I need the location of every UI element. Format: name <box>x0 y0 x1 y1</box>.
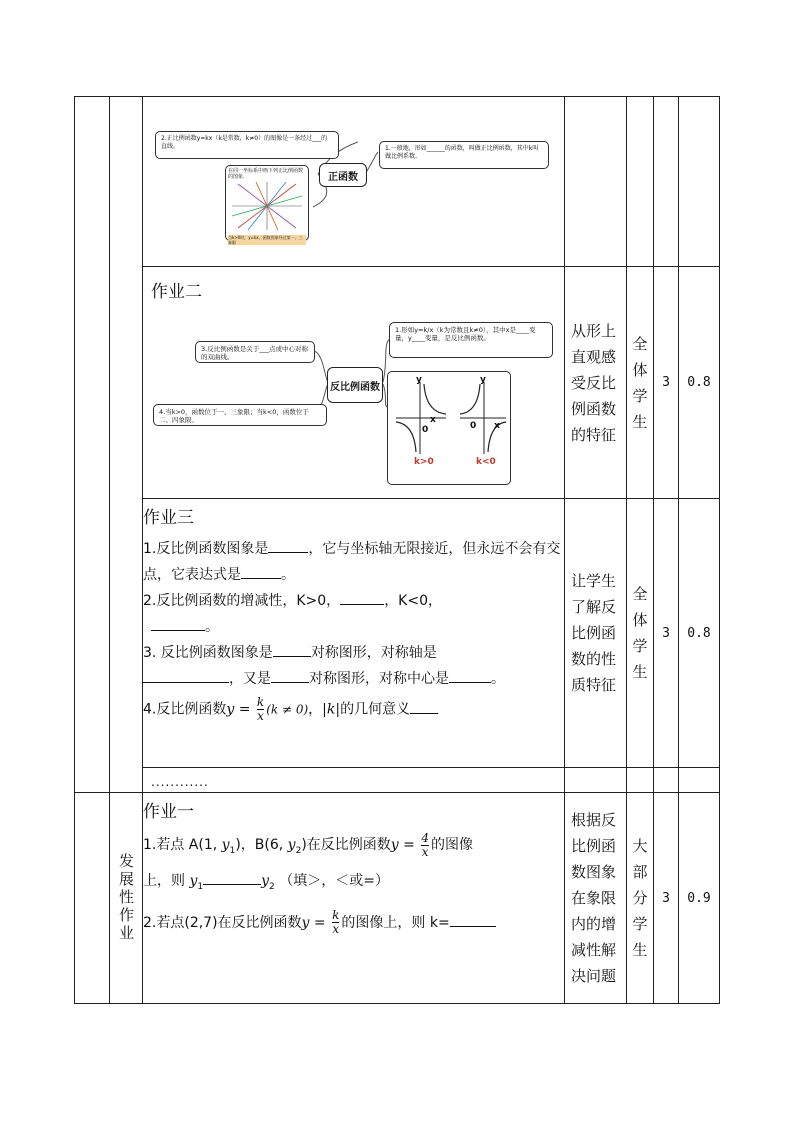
difficulty-cell-3: 0.8 <box>679 499 720 768</box>
mindmap-2-box-left-bottom: 4.当k>0，函数位于一、三象限；当k<0，函数位于二、四象限。 <box>153 404 327 426</box>
mindmap-2-center: 反比例函数 <box>327 367 383 403</box>
fraction-k-over-x: $\frac{k}{x}$ <box>256 695 265 723</box>
answer-blank[interactable] <box>143 666 229 683</box>
category-label: 发展性作业 <box>117 853 135 943</box>
answer-blank[interactable] <box>449 666 491 683</box>
answer-blank[interactable] <box>410 697 438 714</box>
row-developmental-homework <box>75 793 720 1004</box>
graph-y-label-2: y <box>480 375 486 385</box>
answer-blank[interactable] <box>268 536 308 553</box>
homework-2-content <box>143 267 565 498</box>
category-cell-empty-2 <box>75 793 110 1004</box>
empty-cell <box>627 768 654 793</box>
answer-blank[interactable] <box>241 562 281 579</box>
graph-x-label-2: x <box>494 421 500 431</box>
mindmap-center: 正函数 <box>319 163 367 187</box>
question-3-3: 3. 反比例函数图象是 对称图形，对称轴是 ，又是 对称图形，对称中心是 。 <box>143 640 564 692</box>
answer-blank[interactable] <box>340 588 384 605</box>
content-cell-mindmap-1 <box>143 97 565 267</box>
developmental-title: 作业一 <box>143 802 194 822</box>
graph-k-positive-label: k>0 <box>414 457 434 467</box>
difficulty-cell-1 <box>679 97 720 267</box>
homework-table <box>74 96 720 1004</box>
answer-blank[interactable] <box>271 666 309 683</box>
row-homework-2 <box>75 267 720 499</box>
fraction-4-over-x: $\frac{4}{x}$ <box>421 830 429 859</box>
graph-y-label-1: y <box>416 375 422 385</box>
who-cell-2: 全体学生 <box>627 267 654 499</box>
purpose-cell-1 <box>565 97 627 267</box>
row-ellipsis <box>75 768 720 793</box>
graph-k-negative-label: k<0 <box>476 457 496 467</box>
row-proportional-function <box>75 97 720 267</box>
graph-footer: 当k>0时，y=kx，函数图象经过第一、三象限 <box>228 235 306 245</box>
answer-blank[interactable] <box>273 640 311 657</box>
graph-o-label-2: 0 <box>470 421 477 431</box>
minutes-cell-1 <box>654 97 679 267</box>
hyperbola-graph-box <box>387 371 511 485</box>
graph-o-label-1: 0 <box>422 425 429 435</box>
question-3-2: 2.反比例函数的增减性，K>0， ，K<0， 。 <box>143 588 564 640</box>
empty-cell <box>654 768 679 793</box>
content-cell-homework-3 <box>143 499 565 768</box>
difficulty-cell-5: 0.9 <box>679 793 720 1004</box>
minutes-cell-3: 3 <box>654 499 679 768</box>
minutes-cell-2: 3 <box>654 267 679 499</box>
empty-cell <box>679 768 720 793</box>
homework-3-title: 作业三 <box>143 508 194 528</box>
question-3-4: 4.反比例函数y = $\frac{k}{x}$ (k ≠ 0)，|k|的几何意义 <box>143 696 564 723</box>
question-5-2: 2.若点(2,7)在反比例函数y = $\frac{k}{x}$ 的图像上，则 k= <box>143 906 564 940</box>
graph-x-label-1: x <box>430 415 436 425</box>
fraction-k-over-x-2: $\frac{k}{x}$ <box>332 908 340 937</box>
question-3-1: 1.反比例函数图象是 ，它与坐标轴无限接近，但永远不会有交点，它表达式是 。 <box>143 536 564 588</box>
answer-blank[interactable] <box>151 614 205 631</box>
minutes-cell-5: 3 <box>654 793 679 1004</box>
answer-blank[interactable] <box>203 868 261 885</box>
mindmap-proportional <box>143 97 565 266</box>
mindmap-graph-box <box>225 165 309 245</box>
mindmap-2-box-right-top: 1.形如y=k/x（k为常数且k≠0），其中x是____变量，y____变量，是反比例函数。 <box>389 322 553 358</box>
empty-cell <box>565 768 627 793</box>
purpose-cell-3: 让学生了解反比例函数的性质特征 <box>565 499 627 768</box>
subcategory-cell-empty <box>110 97 143 793</box>
answer-blank[interactable] <box>450 910 496 927</box>
content-cell-developmental <box>143 793 565 1004</box>
ellipsis-text: ............ <box>151 774 209 789</box>
row-homework-3 <box>75 499 720 768</box>
content-cell-ellipsis <box>143 768 565 793</box>
category-cell-empty <box>75 97 110 793</box>
category-cell-developmental <box>110 793 143 1004</box>
who-cell-3: 全体学生 <box>627 499 654 768</box>
graph-caption: 在同一坐标系中画下列正比例函数的图象. <box>228 168 304 180</box>
who-cell-1 <box>627 97 654 267</box>
homework-2-title: 作业二 <box>151 282 202 302</box>
mindmap-2-box-left-top: 3.反比例函数是关于___点或中心对称的双曲线。 <box>195 341 315 363</box>
mindmap-box-right: 1.一般地，形如______的函数，叫做正比例函数，其中k叫做比例系数。 <box>379 141 549 169</box>
question-5-1: 1.若点 A(1, $y_1$)，B(6, $y_2$)在反比例函数y = $\frac{4}{x}$ 的图像 上，则 $y_1$ $y_2$ （填＞，＜或=） <box>143 830 473 892</box>
purpose-cell-5: 根据反比例函数图象在象限内的增减性解决问题 <box>565 793 627 1004</box>
who-cell-5: 大部分学生 <box>627 793 654 1004</box>
mindmap-box-top: 2.正比例函数y=kx（k是常数，k≠0）的图像是一条经过___的直线。 <box>155 131 339 159</box>
difficulty-cell-2: 0.8 <box>679 267 720 499</box>
content-cell-homework-2 <box>143 267 565 499</box>
proportional-graph <box>228 180 306 232</box>
purpose-cell-2: 从形上直观感受反比例函数的特征 <box>565 267 627 499</box>
